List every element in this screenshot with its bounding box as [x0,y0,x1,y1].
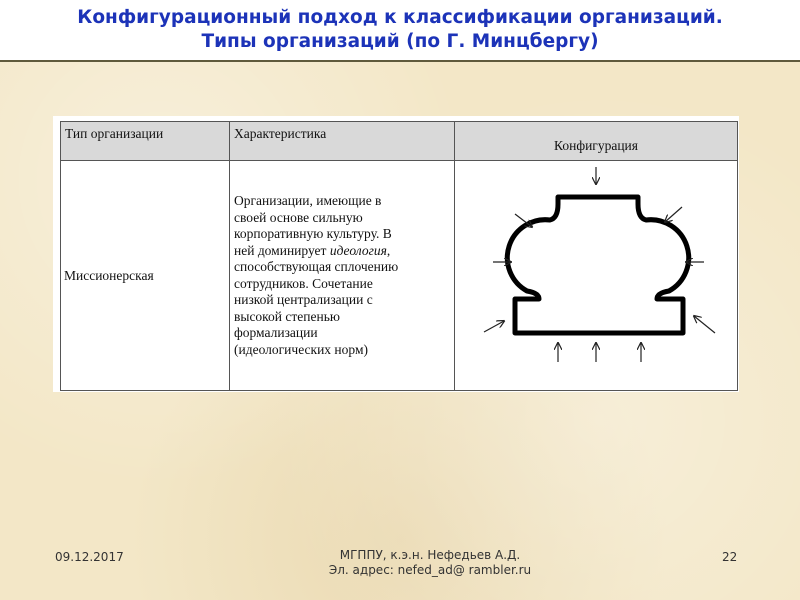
footer-author-block [290,548,570,578]
table-image [53,116,739,392]
cell-description [230,161,455,391]
ideology-emphasis: идеология [329,242,387,258]
description-line: низкой централизации с [234,292,373,307]
slide-title-line-2: Типы организаций (по Г. Минцбергу) [201,31,599,52]
description-line: своей основе сильную [234,209,363,225]
arrow-icon [665,207,682,222]
description-line: Организации, имеющие в [234,193,382,208]
org-type-label: Миссионерская [64,267,154,283]
header-type: Тип организации [61,122,230,161]
arrow-icon [694,316,715,333]
title-bar [0,0,800,62]
description-line: корпоративную культуру. В [234,226,392,241]
arrow-icon [484,321,504,332]
missionary-configuration-diagram [455,161,740,390]
header-configuration: Конфигурация [455,122,738,161]
cell-type [61,161,230,391]
description-line: высокой степенью [234,308,340,324]
table-header-row [61,122,738,161]
footer-email: Эл. адрес: nefed_ad@ rambler.ru [328,563,532,577]
table-row [61,161,738,391]
footer-date: 09.12.2017 [55,550,124,564]
mintzberg-table [60,121,738,391]
page-number: 22 [722,550,738,564]
cell-configuration [455,161,738,391]
footer-author: МГППУ, к.э.н. Нефедьев А.Д. [339,548,521,562]
description-line: способствующая сплочению [234,259,399,274]
description-line: сотрудников. Сочетание [234,275,373,291]
description-line: ней доминирует идеология, [234,242,391,258]
configuration-shape [507,197,688,333]
description-line: (идеологических норм) [234,341,368,357]
slide-title-line-1: Конфигурационный подход к классификации организаций. [77,7,723,28]
header-characteristic: Характеристика [230,122,455,161]
description-line: формализации [234,325,318,340]
